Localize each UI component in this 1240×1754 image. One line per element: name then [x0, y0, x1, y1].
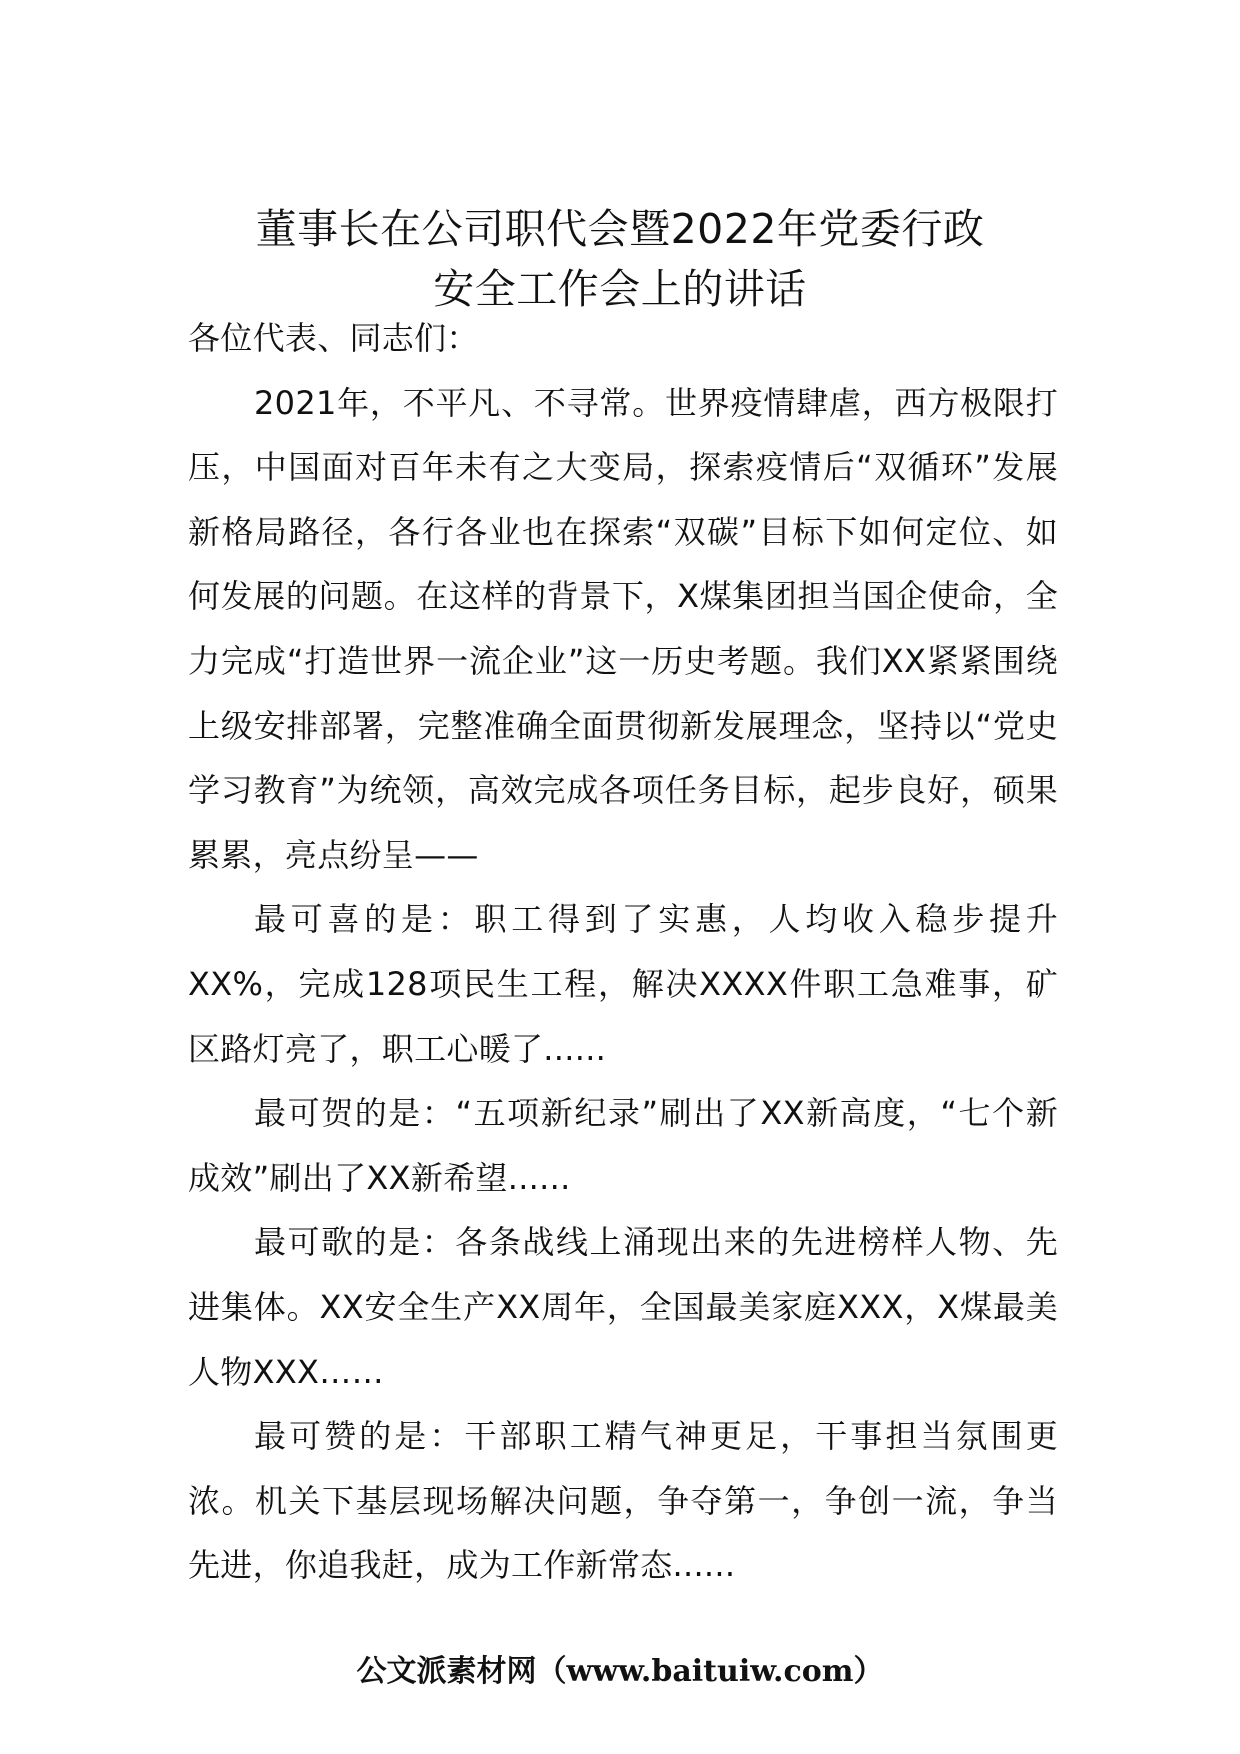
paragraph-most-praiseworthy: 最可歌的是：各条战线上涌现出来的先进榜样人物、先进集体。XX安全生产XX周年，全国最美家庭XXX，X煤最美人物XXX…… [188, 1223, 1058, 1391]
salutation: 各位代表、同志们： [188, 319, 479, 357]
paragraph-most-congratulatory: 最可贺的是：“五项新纪录”刷出了XX新高度，“七个新成效”刷出了XX新希望...... [188, 1094, 1058, 1197]
document-body [188, 306, 1058, 1598]
document-title-line-1: 董事长在公司职代会暨2022年党委行政 [255, 205, 985, 254]
source-footer: 公文派素材网（www.baituiw.com） [356, 1654, 884, 1689]
paragraph-most-joyful: 最可喜的是：职工得到了实惠，人均收入稳步提升XX%，完成128项民生工程，解决XXXX件职工急难事，矿区路灯亮了，职工心暖了...... [188, 900, 1058, 1068]
paragraph-intro: 2021年，不平凡、不寻常。世界疫情肆虐，西方极限打压，中国面对百年未有之大变局，探索疫情后“双循环”发展新格局路径，各行各业也在探索“双碳”目标下如何定位、如何发展的问题。在这样的背景下，X煤集团担当国企使命，全力完成“打造世界一流企业”这一历史考题。我们XX紧紧围绕上级安排部署，完整准确全面贯彻新发展理念，坚持以“党史学习教育”为统领，高效完成各项任务目标，起步良好，硕果累累，亮点纷呈—— [188, 383, 1058, 874]
document-title-line-2: 安全工作会上的讲话 [433, 265, 807, 314]
paragraph-most-admirable: 最可赞的是：干部职工精气神更足，干事担当氛围更浓。机关下基层现场解决问题，争夺第一，争创一流，争当先进，你追我赶，成为工作新常态...... [188, 1417, 1058, 1585]
